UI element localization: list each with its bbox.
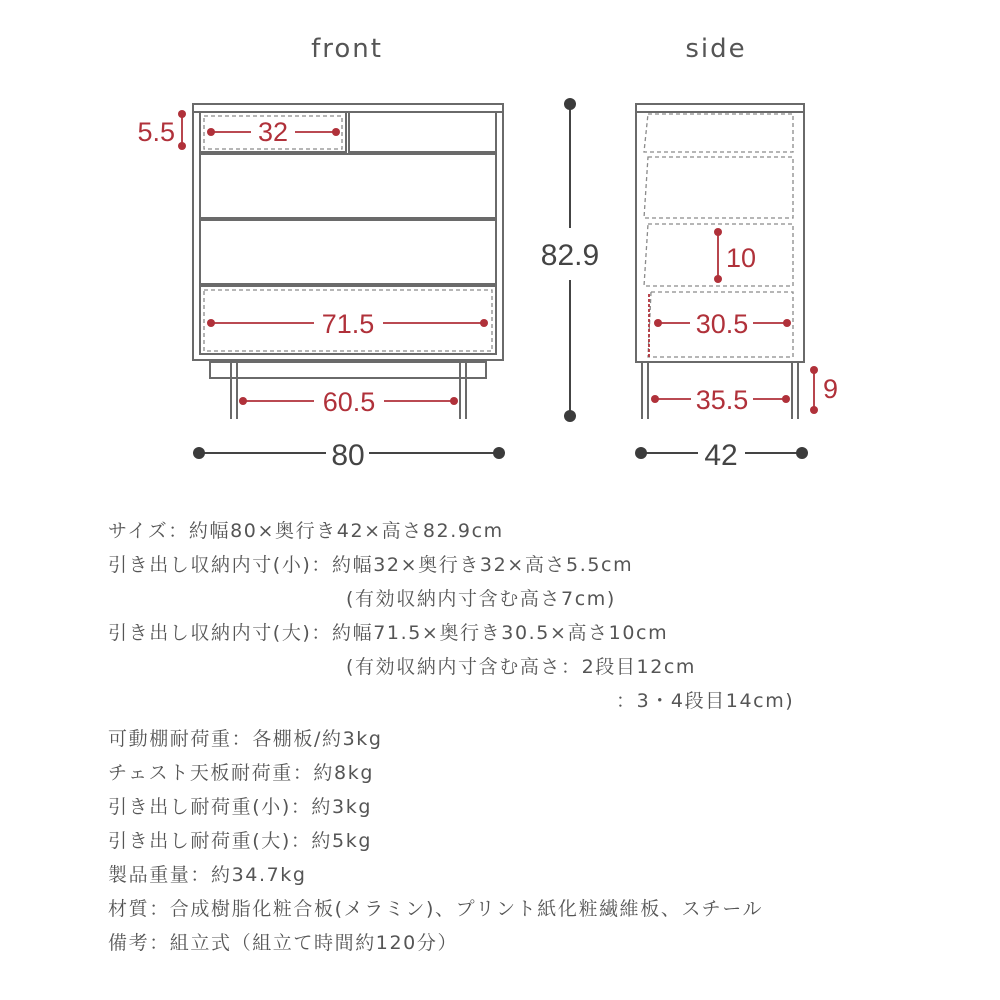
dim-label-large-drawer-width: 71.5 [321,309,375,339]
dim-dot [782,395,790,403]
dim-label-leg-span: 60.5 [322,387,376,417]
spec-line: 備考：組立式（組立て時間約120分） [108,932,459,954]
spec-line: ：3・4段目14cm) [616,690,795,712]
front-small-drawer-right [349,112,496,152]
spec-line: チェスト天板耐荷重：約8kg [108,762,374,784]
dim-dot [193,447,205,459]
dim-dot [564,410,576,422]
dim-label-total-height: 82.9 [540,239,600,272]
dim-dot [635,447,647,459]
dim-dot [564,98,576,110]
front-drawer-3 [200,220,496,284]
dim-dot [783,319,791,327]
side-drawer-2 [644,157,793,218]
spec-line: (有効収納内寸含む高さ7cm) [346,588,616,610]
side-view [635,104,838,472]
side-view-title: side [685,34,747,64]
side-drawer-1 [644,114,793,152]
dim-dot [207,128,215,136]
spec-line: 製品重量：約34.7kg [108,864,307,886]
dim-dot [178,142,186,150]
dim-dot [714,228,722,236]
dim-dot [810,406,818,414]
dim-dot [332,128,340,136]
spec-line: 引き出し耐荷重(小)：約3kg [108,796,372,818]
spec-line: 材質：合成樹脂化粧合板(メラミン)、プリント紙化粧繊維板、スチール [108,898,764,920]
dim-dot [654,319,662,327]
spec-line: 引き出し収納内寸(大)：約幅71.5×奥行き30.5×高さ10cm [108,622,669,644]
dim-dot [480,319,488,327]
spec-line: サイズ：約幅80×奥行き42×高さ82.9cm [108,520,504,542]
front-view-title: front [311,34,383,64]
spec-line: 引き出し収納内寸(小)：約幅32×奥行き32×高さ5.5cm [108,554,634,576]
dim-label-side-leg-span: 35.5 [695,385,749,415]
dim-label-small-drawer-width: 32 [257,117,289,147]
dim-dot [651,395,659,403]
front-view [137,104,505,472]
dim-dot [450,397,458,405]
dim-dot [714,275,722,283]
dim-dot [796,447,808,459]
front-drawer-2 [200,154,496,218]
dim-dot [178,110,186,118]
spec-line: 引き出し耐荷重(大)：約5kg [108,830,372,852]
dim-dot [239,397,247,405]
dim-label-side-drawer-height: 10 [726,243,757,273]
dim-dot [207,319,215,327]
dim-label-small-drawer-height: 5.5 [137,117,175,147]
front-base-rail [210,362,486,378]
dim-dot [493,447,505,459]
total-height-dimension [541,98,599,422]
spec-line: (有効収納内寸含む高さ：2段目12cm [346,656,697,678]
dim-label-side-total-depth: 42 [704,439,738,472]
dim-label-total-width: 80 [331,439,365,472]
dim-label-side-drawer-depth: 30.5 [695,309,749,339]
spec-list [108,514,968,960]
dim-dot [810,366,818,374]
dim-label-side-leg-height: 9 [823,374,839,404]
spec-line: 可動棚耐荷重：各棚板/約3kg [108,728,383,750]
